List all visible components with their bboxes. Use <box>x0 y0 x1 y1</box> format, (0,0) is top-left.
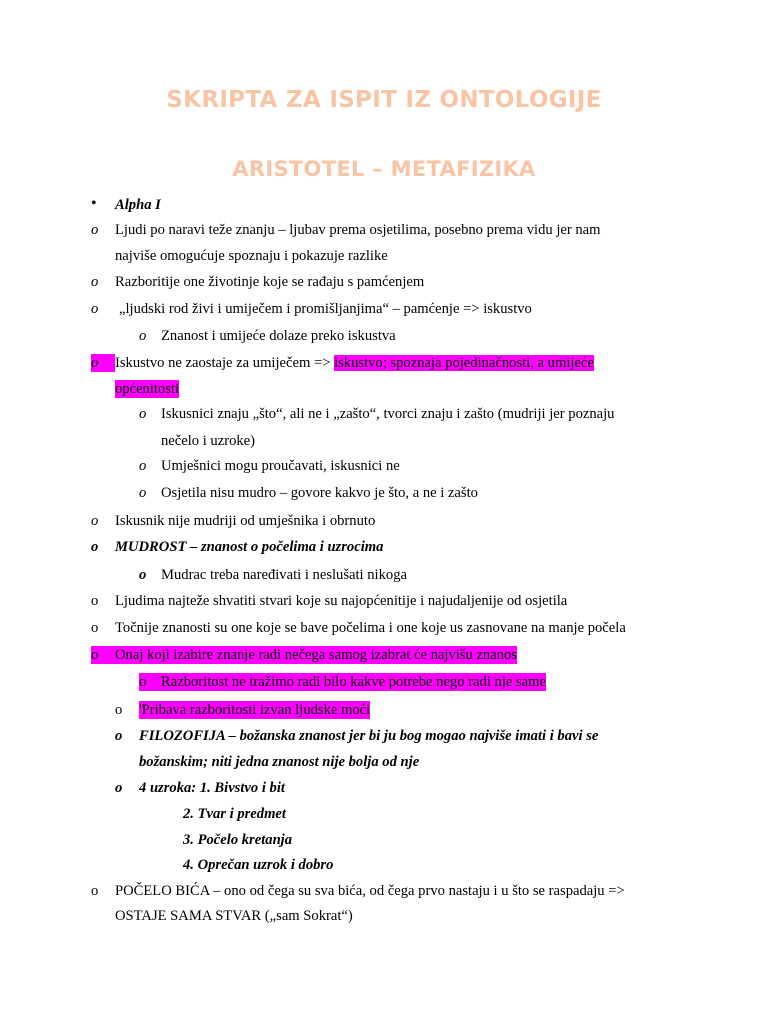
list-item: „ljudski rod živi i umiječem i promišljanjima“ – pamćenje => iskustvo <box>119 301 532 317</box>
list-item: Ljudi po naravi teže znanju – ljubav prema osjetilima, posebno prema vidu jer nam <box>115 222 601 238</box>
list-item-continuation: OSTAJE SAMA STVAR („sam Sokrat“) <box>115 908 353 924</box>
list-marker: o <box>91 355 99 371</box>
list-marker: o <box>139 458 147 474</box>
list-marker: o <box>91 513 99 529</box>
list-marker: o <box>91 593 99 609</box>
list-item: Iskusnik nije mudriji od umješnika i obrnuto <box>115 513 376 529</box>
list-item <box>139 727 598 745</box>
highlighted-text: iskustvo; spoznaja pojedinačnosti, a umijeće <box>334 355 594 371</box>
cause-item: 3. Počelo kretanja <box>183 832 293 848</box>
list-marker: o <box>91 274 99 290</box>
bullet-marker: • <box>91 195 97 212</box>
document-title: SKRIPTA ZA ISPIT IZ ONTOLOGIJE <box>166 87 602 113</box>
list-marker: o <box>115 728 123 744</box>
list-item-text: – znanost o počelima i uzrocima <box>186 539 384 555</box>
list-marker: o <box>91 539 99 555</box>
list-item-text: Iskustvo ne zaostaje za umiječem => <box>115 355 335 371</box>
list-item: 4 uzroka: 1. Bivstvo i bit <box>139 780 285 796</box>
term-filozofija: FILOZOFIJA <box>139 728 225 744</box>
list-item: Umješnici mogu proučavati, iskusnici ne <box>161 458 400 474</box>
list-marker: o <box>91 647 99 663</box>
list-item-text: – božanska znanost jer bi ju bog mogao najviše imati i bavi se <box>224 728 599 744</box>
highlighted-text: Razboritost ne tražimo radi bilo kakve potrebe nego radi nje same <box>161 674 546 690</box>
list-marker: o <box>139 406 147 422</box>
list-marker: o <box>91 222 99 238</box>
cause-item: 2. Tvar i predmet <box>183 806 286 822</box>
list-marker: o <box>139 567 147 583</box>
list-item: Razboritije one životinje koje se rađaju s pamćenjem <box>115 274 425 290</box>
list-marker: o <box>139 328 147 344</box>
list-item-continuation: najviše omogućuje spoznaju i pokazuje razlike <box>115 248 388 264</box>
highlighted-text: Onaj koji izabire znanje radi nečega samog izabrat će najvišu znanos <box>115 647 517 663</box>
cause-item: 4. Oprečan uzrok i dobro <box>183 857 334 873</box>
list-item: POČELO BIĆA – ono od čega su sva bića, od čega prvo nastaju i u što se raspadaju => <box>115 883 625 899</box>
list-item: Mudrac treba naređivati i neslušati nikoga <box>161 567 407 583</box>
list-item <box>115 354 594 372</box>
list-marker: o <box>91 301 99 317</box>
list-marker: o <box>139 485 147 501</box>
list-item-continuation: nečelo i uzroke) <box>161 433 255 449</box>
list-marker: o <box>91 883 99 899</box>
list-item: Znanost i umijeće dolaze preko iskustva <box>161 328 396 344</box>
list-item <box>115 538 383 556</box>
list-item: Točnije znanosti su one koje se bave počelima i one koje us zasnovane na manje počela <box>115 620 626 636</box>
list-item: Ljudima najteže shvatiti stvari koje su najopćenitije i najudaljenije od osjetila <box>115 593 568 609</box>
list-marker: o <box>139 674 147 690</box>
list-item: Iskusnici znaju „što“, ali ne i „zašto“, tvorci znaju i zašto (mudriji jer poznaju <box>161 406 615 422</box>
highlighted-text: 'Pribava razboritosti izvan ljudske moći <box>139 702 371 718</box>
list-item-continuation: božanskim; niti jedna znanost nije bolja od nje <box>139 754 420 770</box>
document-subtitle: ARISTOTEL – METAFIZIKA <box>232 157 536 181</box>
term-mudrost: MUDROST <box>115 539 187 555</box>
list-marker: o <box>91 620 99 636</box>
section-heading: Alpha I <box>115 197 161 213</box>
list-marker: o <box>115 780 123 796</box>
list-marker: o <box>115 702 123 718</box>
list-item: Osjetila nisu mudro – govore kakvo je što, a ne i zašto <box>161 485 478 501</box>
highlighted-text: općenitosti <box>115 381 180 397</box>
